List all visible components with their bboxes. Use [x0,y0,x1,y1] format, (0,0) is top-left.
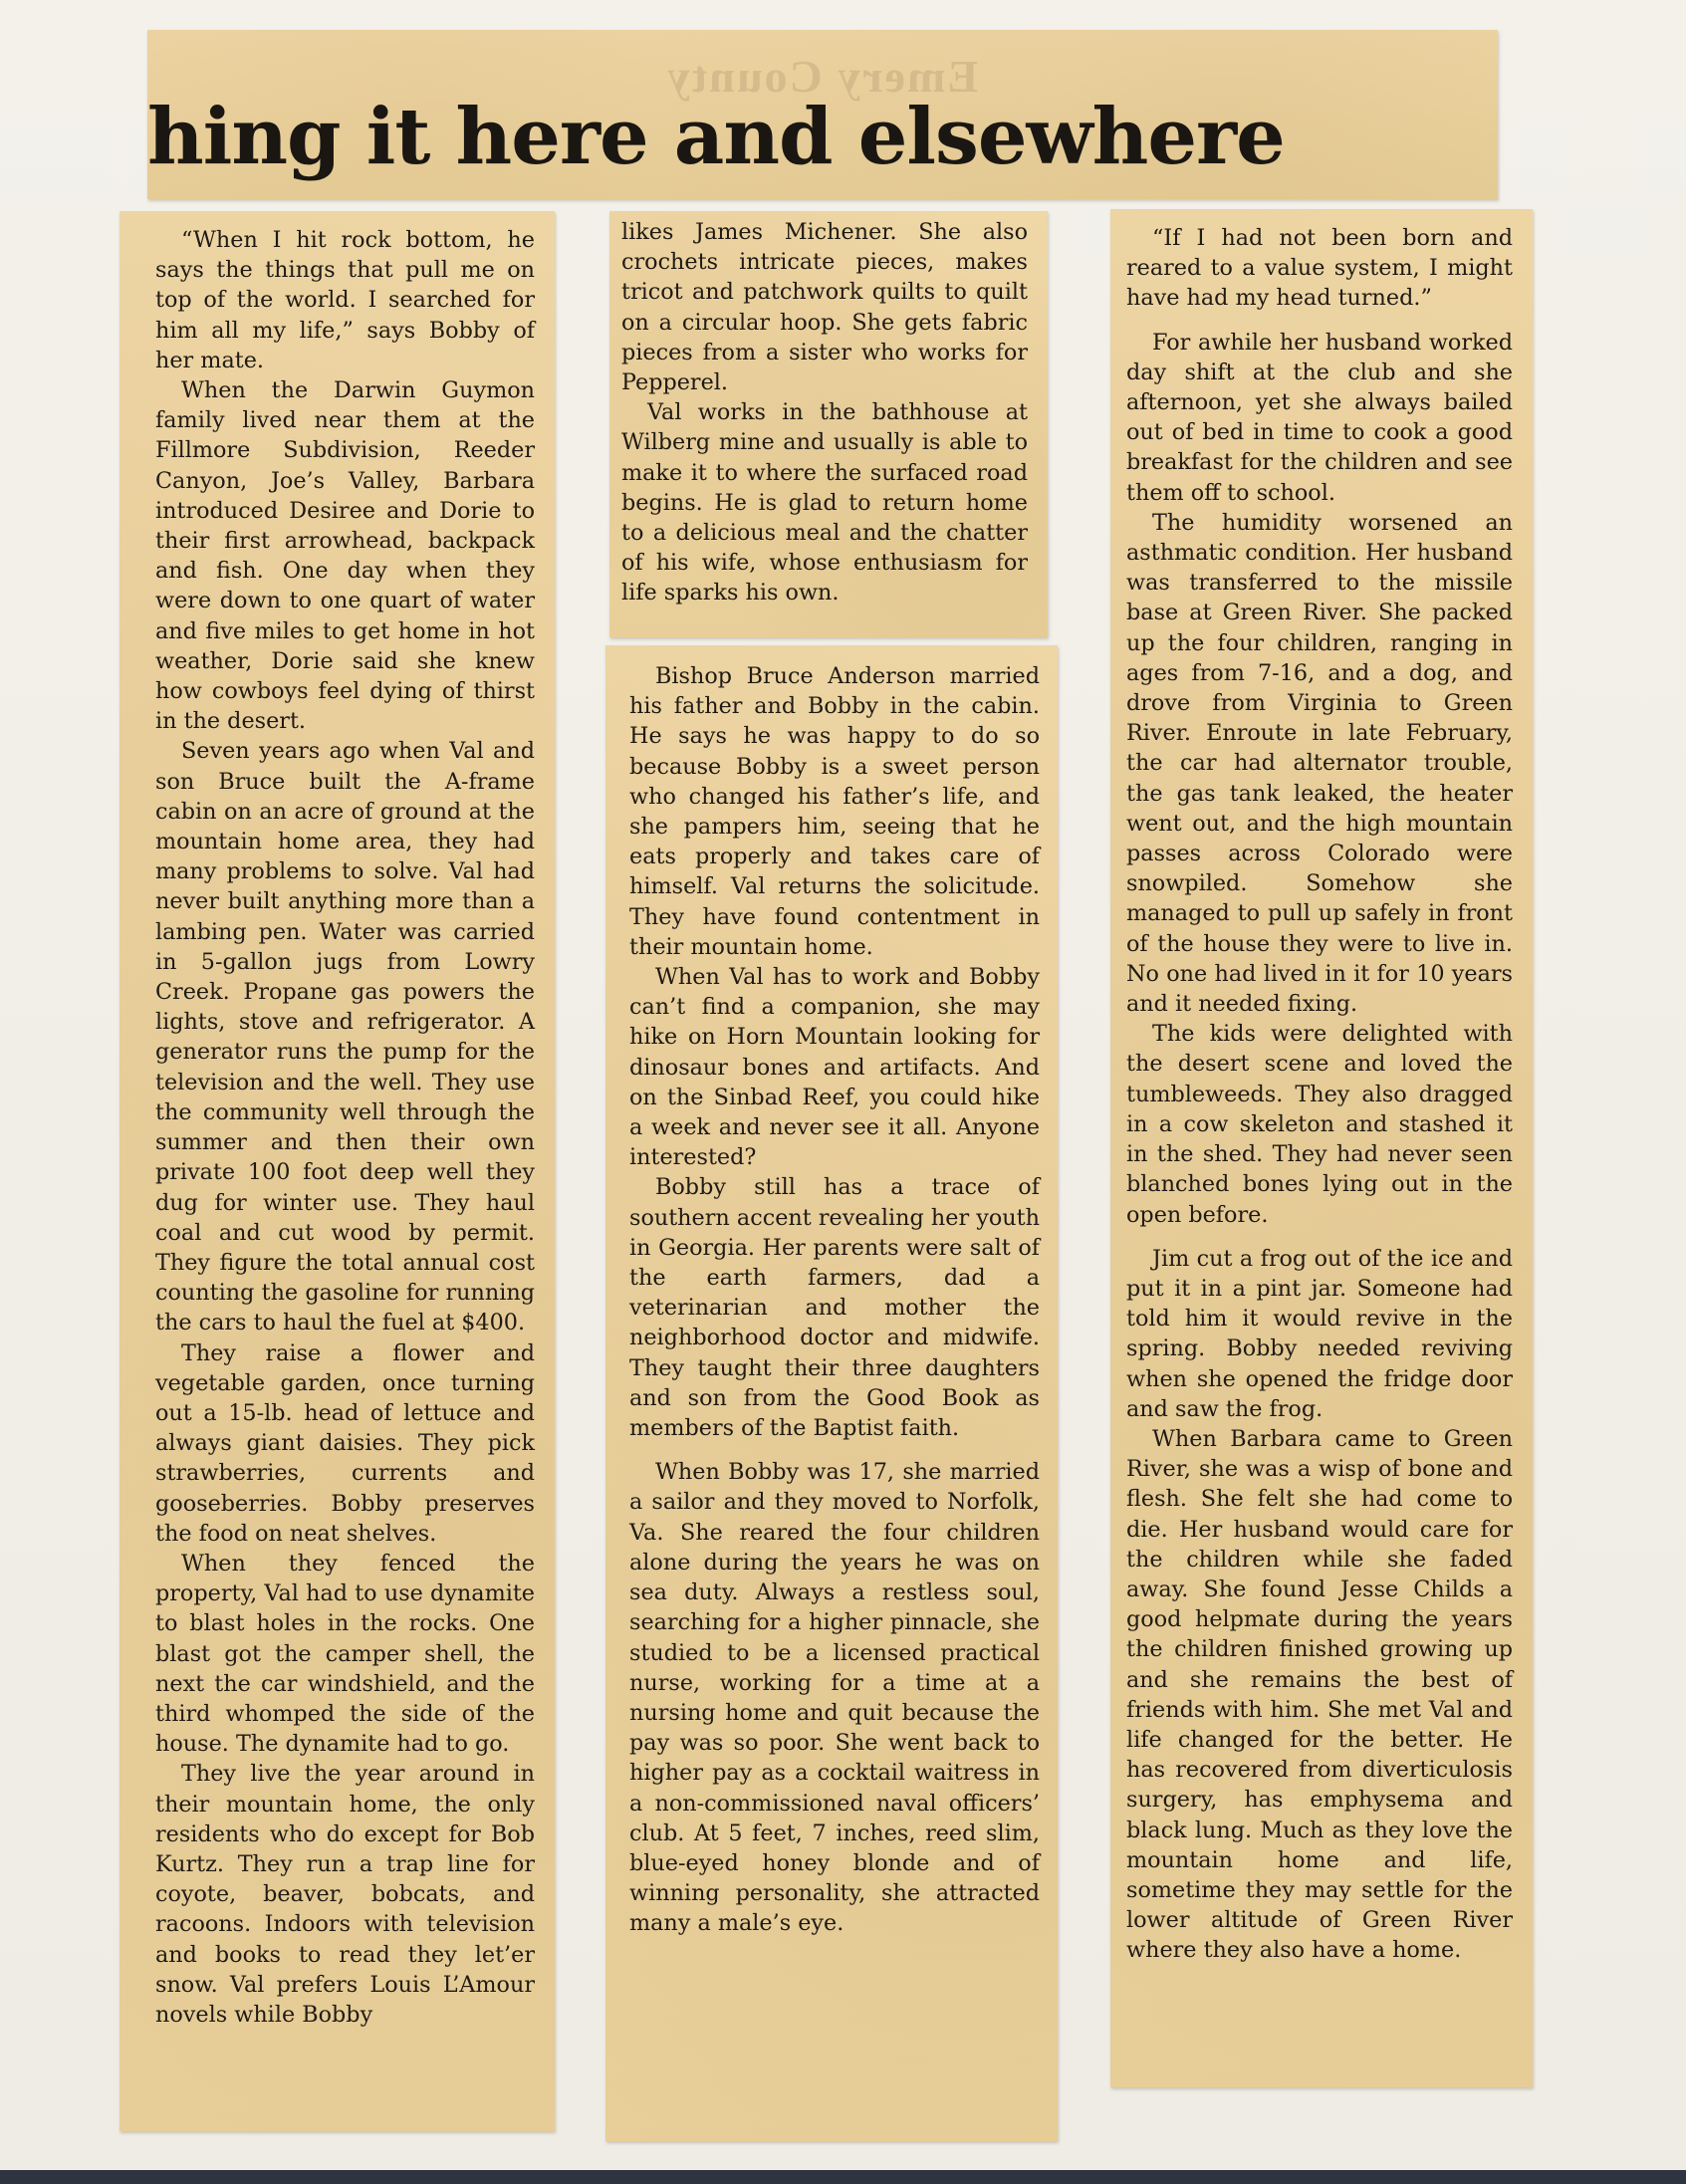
paragraph: For awhile her husband worked day shift at the club and she afternoon, yet she always bailed out of bed in time to cook a good breakfast for the children and see them off to school. [1126,329,1513,506]
headline: hing it here and elsewhere [147,92,1285,182]
paragraph: The humidity worsened an asthmatic condition. Her husband was transferred to the missile base at Green River. She packed up the four children, ranging in ages from 7-16, and a dog, and drove from Virginia to Green River. Enroute in late February, the car had alternator trouble, the gas tank leaked, the heater went out, and the high mountain passes across Colorado were snowpiled. Somehow she managed to pull up safely in front of the house they were to live in. No one had lived in it for 10 years and it needed fixing. [1126,509,1513,1018]
paragraph: “If I had not been born and reared to a value system, I might have had my head turned.” [1126,225,1513,312]
paragraph: Bishop Bruce Anderson married his father and Bobby in the cabin. He says he was happy to do so because Bobby is a sweet person who changed his father’s life, and she pampers him, seeing that he eats properly and takes care of himself. Val returns the solicitude. They have found contentment in their mountain home. [629,663,1040,960]
paragraph: When Bobby was 17, she married a sailor and they moved to Norfolk, Va. She reared the four children alone during the years he was on sea duty. Always a restless soul, searching for a higher pinnacle, she studied to be a licensed practical nurse, working for a time at a nursing home and quit because the pay was so poor. She went back to higher pay as a cocktail waitress in a non-commissioned naval officers’ club. At 5 feet, 7 inches, reed slim, blue-eyed honey blonde and of winning personality, she attracted many a male’s eye. [629,1459,1040,1937]
bleed-through-text: Emery County [665,51,979,102]
paragraph: They live the year around in their mountain home, the only residents who do except for Bob Kurtz. They run a trap line for coyote, beaver, bobcats, and racoons. Indoors with television and books to read they let’er snow. Val prefers Louis L’Amour novels while Bobby [155,1761,535,2028]
scan-bottom-edge [0,2170,1686,2184]
paragraph: Seven years ago when Val and son Bruce built the A-frame cabin on an acre of ground at the mountain home area, they had many problems to solve. Val had never built anything more than a lambing pen. Water was carried in 5-gallon jugs from Lowry Creek. Propane gas powers the lights, stove and refrigerator. A generator runs the pump for the television and the well. They use the community well through the summer and then their own private 100 foot deep well they dug for winter use. They haul coal and cut wood by permit. They figure the total annual cost counting the gasoline for running the cars to haul the fuel at $400. [155,738,535,1336]
paragraph: Val works in the bathhouse at Wilberg mine and usually is able to make it to where the surfaced road begins. He is glad to return home to a delicious meal and the chatter of his wife, whose enthusiasm for life sparks his own. [621,399,1028,607]
paragraph: When Barbara came to Green River, she was a wisp of bone and flesh. She felt she had come to die. Her husband would care for the children while she faded away. She found Jesse Childs a good helpmate during the years the children finished growing up and she remains the best of friends with him. She met Val and life changed for the better. He has recovered from diverticulosis surgery, has emphysema and black lung. Much as they love the mountain home and life, sometime they may settle for the lower altitude of Green River where they also have a home. [1126,1425,1513,1964]
article-column-1 [120,211,555,2131]
headline-clipping [147,30,1498,199]
article-column-3 [1110,209,1533,2087]
paragraph: They raise a flower and vegetable garden, once turning out a 15-lb. head of lettuce and always giant daisies. They pick strawberries, currents and gooseberries. Bobby preserves the food on neat shelves. [155,1339,535,1547]
article-column-2-bottom [605,645,1058,2141]
paragraph: When Val has to work and Bobby can’t find a companion, she may hike on Horn Mountain looking for dinosaur bones and artifacts. And on the Sinbad Reef, you could hike a week and never see it all. Anyone interested? [629,964,1040,1171]
paragraph: The kids were delighted with the desert scene and loved the tumbleweeds. They also dragged in a cow skeleton and stashed it in the shed. They had never seen blanched bones lying out in the open before. [1126,1021,1513,1228]
paragraph: When the Darwin Guymon family lived near them at the Fillmore Subdivision, Reeder Canyon, Joe’s Valley, Barbara introduced Desiree and Dorie to their first arrowhead, backpack and fish. One day when they were down to one quart of water and five miles to get home in hot weather, Dorie said she knew how cowboys feel dying of thirst in the desert. [155,377,535,735]
paragraph: When they fenced the property, Val had to use dynamite to blast holes in the rocks. One blast got the camper shell, the next the car windshield, and the third whomped the side of the house. The dynamite had to go. [155,1550,535,1758]
article-column-2-top [609,211,1048,637]
paragraph: Bobby still has a trace of southern accent revealing her youth in Georgia. Her parents were salt of the earth farmers, dad a veterinarian and mother the neighborhood doctor and midwife. They taught their three daughters and son from the Good Book as members of the Baptist faith. [629,1174,1040,1442]
paragraph: Jim cut a frog out of the ice and put it in a pint jar. Someone had told him it would revive in the spring. Bobby needed reviving when she opened the fridge door and saw the frog. [1126,1245,1513,1422]
paragraph: likes James Michener. She also crochets intricate pieces, makes tricot and patchwork quilts to quilt on a circular hoop. She gets fabric pieces from a sister who works for Pepperel. [621,219,1028,396]
paragraph: “When I hit rock bottom, he says the things that pull me on top of the world. I searched for him all my life,” says Bobby of her mate. [155,227,535,373]
